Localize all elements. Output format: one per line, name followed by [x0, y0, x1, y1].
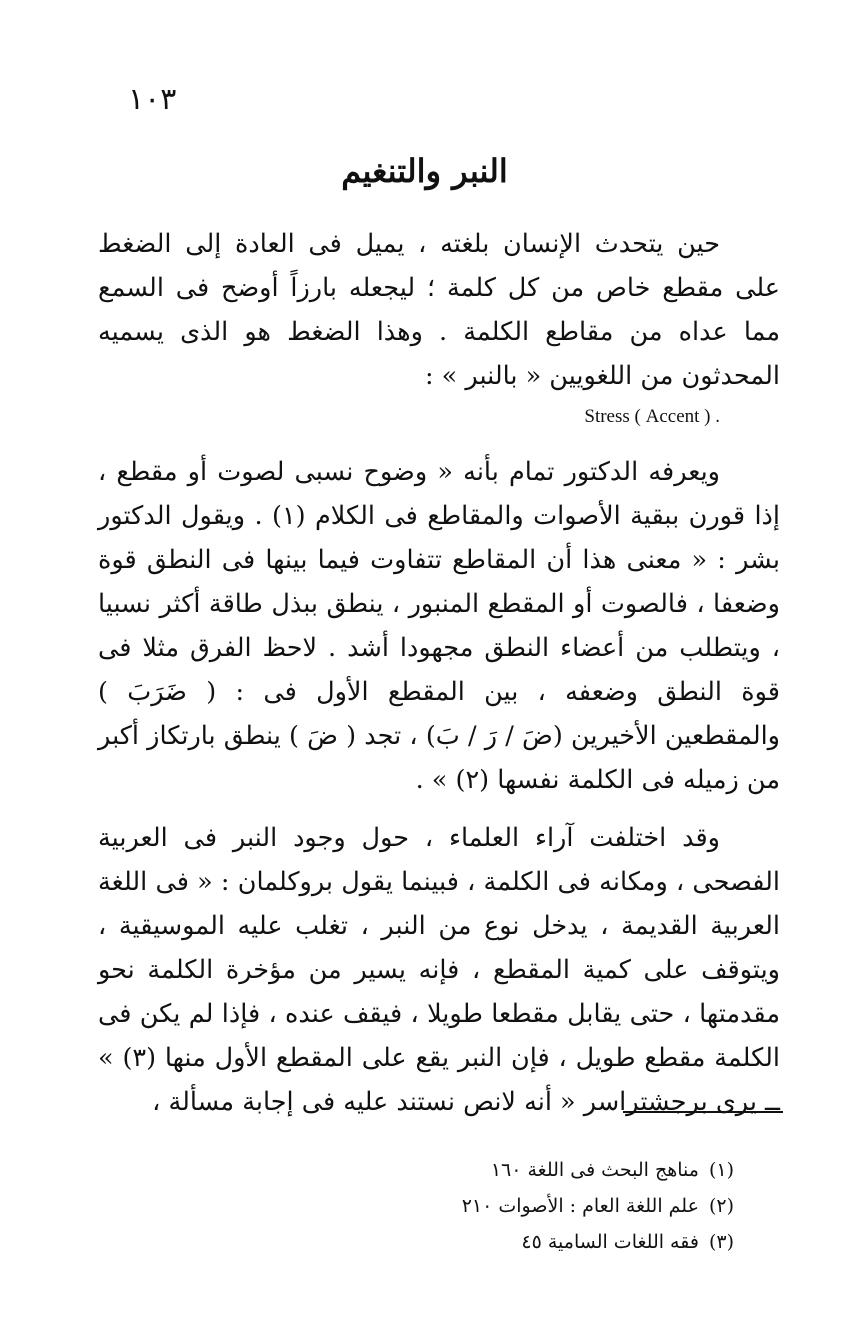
- footnote-1: [300, 1152, 734, 1188]
- footnote-3-number: (٣): [708, 1231, 734, 1253]
- body-text: [98, 222, 780, 1124]
- footnotes: [300, 1152, 734, 1260]
- paragraph-1-text: حين يتحدث الإنسان بلغته ، يميل فى العادة إلى الضغط على مقطع خاص من كل كلمة ؛ ليجعله بارزاً أوضح فى السمع مما عداه من مقاطع الكلمة . وهذا الضغط هو الذى يسميه المحدثون من اللغويين « بالنبر » :: [98, 229, 780, 391]
- paragraph-2: [98, 450, 780, 802]
- paragraph-3: [98, 816, 780, 1124]
- footnote-2-number: (٢): [708, 1195, 734, 1217]
- footnote-2-text: علم اللغة العام : الأصوات ٢١٠: [461, 1195, 699, 1217]
- page-number: ١٠٣: [128, 82, 177, 117]
- paragraph-1: [98, 222, 780, 436]
- latin-term-text: . ( Accent ) Stress: [584, 406, 720, 427]
- section-title: النبر والتنغيم: [341, 152, 508, 190]
- paragraph-3-text: وقد اختلفت آراء العلماء ، حول وجود النبر فى العربية الفصحى ، ومكانه فى الكلمة ، فبينما يقول بروكلمان : « فى اللغة العربية القديمة ، يدخل نوع من النبر ، تغلب عليه الموسيقية ، ويتوقف على كمية المقطع ، فإنه يسير من مؤخرة الكلمة نحو مقدمتها ، حتى يقابل مقطعا طويلا ، فيقف عنده ، فإذا لم يكن فى الكلمة مقطع طويل ، فإن النبر يقع على المقطع الأول منها (٣) » ــ يرى برجشتراسر « أنه لانص نستند عليه فى إجابة مسألة ،: [98, 823, 780, 1117]
- latin-term: [98, 398, 780, 436]
- footnote-1-number: (١): [708, 1159, 734, 1181]
- footnote-1-text: مناهج البحث فى اللغة ١٦٠: [490, 1159, 699, 1181]
- footnote-2: [300, 1188, 734, 1224]
- footnote-3: [300, 1224, 734, 1260]
- footnote-divider: [623, 1111, 783, 1113]
- footnote-3-text: فقه اللغات السامية ٤٥: [521, 1231, 699, 1253]
- paragraph-2-text: ويعرفه الدكتور تمام بأنه « وضوح نسبى لصوت أو مقطع ، إذا قورن ببقية الأصوات والمقاطع فى الكلام (١) . ويقول الدكتور بشر : « معنى هذا أن المقاطع تتفاوت فيما بينها فى النطق قوة وضعفا ، فالصوت أو المقطع المنبور ، ينطق ببذل طاقة أكثر نسبيا ، ويتطلب من أعضاء النطق مجهودا أشد . لاحظ الفرق مثلا فى قوة النطق وضعفه ، بين المقطع الأول فى : ( ضَرَبَ ) والمقطعين الأخيرين (ضَ / رَ / بَ) ، تجد ( ضَ ) ينطق بارتكاز أكبر من زميله فى الكلمة نفسها (٢) » .: [98, 457, 780, 795]
